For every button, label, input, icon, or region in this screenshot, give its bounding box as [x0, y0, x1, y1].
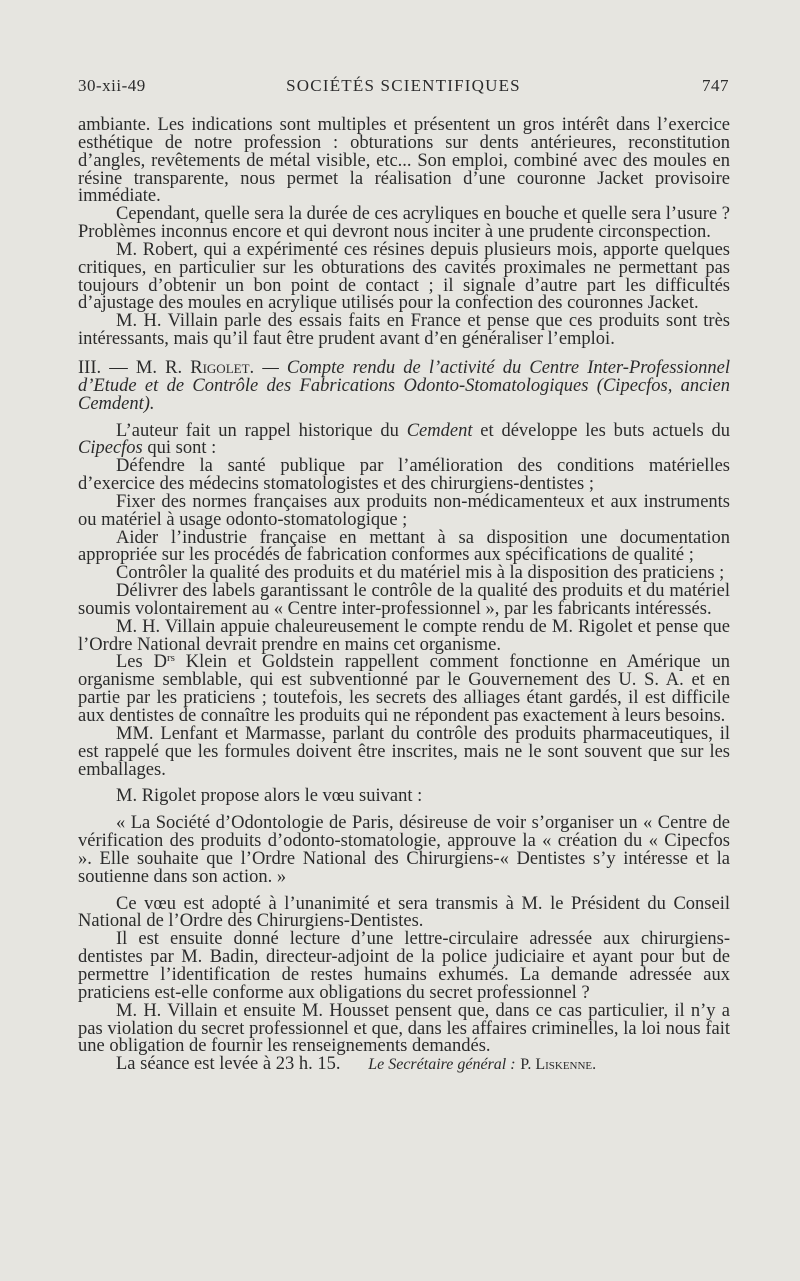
paragraph: M. H. Villain parle des essais faits en France et pense que ces produits sont très intéressants, mais qu’il faut être prudent avant d’en généraliser l’emploi.: [78, 311, 730, 350]
signature-name: P. Liskenne.: [520, 1056, 597, 1074]
text-run: L’auteur fait un rappel historique du: [116, 420, 407, 441]
paragraph: Fixer des normes françaises aux produits non-médicamenteux et aux instruments ou matériel à usage odonto-stomatologique ;: [78, 491, 730, 530]
header-date: 30-xii-49: [78, 76, 146, 95]
closing-line: [78, 1056, 730, 1074]
superscript: rs: [166, 652, 175, 665]
paragraph: Cependant, quelle sera la durée de ces acryliques en bouche et quelle sera l’usure ? Problèmes inconnus encore et qui devront nous inciter à une prudente circonspection.: [78, 204, 730, 243]
section-number: III. — M. R.: [78, 357, 183, 378]
paragraph: M. Rigolet propose alors le vœu suivant :: [116, 786, 423, 807]
paragraph: Délivrer des labels garantissant le contrôle de la qualité des produits et du matériel soumis volontairement au « Centre inter-professionnel », par les fabricants intéressés.: [78, 581, 730, 619]
quoted-resolution: [78, 815, 730, 886]
section-author: Rigolet.: [190, 357, 255, 378]
paragraph: ambiante. Les indications sont multiples et présentent un gros intérêt dans l’exercice esthétique de notre profession : obturations sur dents antérieures, reconstitution d’angles, revêtements de métal visible, etc... Son emploi, combiné avec des moules en résine transparente, nous permet la réalisation d’une couronne Jacket provisoire immédiate.: [78, 115, 730, 207]
text-run: qui sont :: [142, 438, 217, 459]
page-header: [78, 76, 729, 100]
quote-text: « La Société d’Odontologie de Paris, désireuse de voir s’organiser un « Centre de vérification des produits d’odonto-stomatologie, approuve la « création du « Cipecfos ». Elle souhaite que l’Ordre National des Chirurgiens-« Dentistes s’y intéresse et la soutienne dans son action. »: [78, 813, 730, 887]
signature-role: Le Secrétaire général :: [368, 1056, 516, 1074]
paragraph: Contrôler la qualité des produits et du matériel mis à la disposition des praticiens ;: [116, 563, 725, 584]
text-run: et développe les buts actuels du: [472, 420, 730, 441]
paragraph: MM. Lenfant et Marmasse, parlant du contrôle des produits pharmaceutiques, il est rappelé que les formules doivent être inscrites, mais ne le sont souvent que sur les emballages.: [78, 723, 730, 780]
text-run: Klein et Goldstein rappellent comment fonctionne en Amérique un organisme semblable, qui est subventionné par le Gouvernement des U. S. A. et en partie par les praticiens ; toutefois, les secrets des alliages étant gardés, il est difficile aux dentistes de connaître les produits qui ne répondent pas exactement à leurs besoins.: [78, 652, 730, 726]
section-title: — Compte rendu de l’activité du Centre Inter-Professionnel d’Etude et de Contrôle des Fabrications Odonto-Stomatologiques (Cipecfos, ancien Cemdent).: [78, 357, 731, 414]
paragraph: Aider l’industrie française en mettant à sa disposition une documentation appropriée sur les procédés de fabrication conformes aux spécifications de qualité ;: [78, 527, 730, 566]
section-heading: [78, 357, 731, 414]
paragraph: M. H. Villain et ensuite M. Housset pensent que, dans ce cas particulier, il n’y a pas violation du secret professionnel et que, dans les affaires criminelles, la loi nous fait une obligation de fournir les renseignements demandés.: [78, 1000, 730, 1057]
text-run-italic: Cemdent: [406, 420, 473, 441]
paragraph: [78, 420, 730, 459]
paragraph: Ce vœu est adopté à l’unanimité et sera transmis à M. le Président du Conseil National de l’Ordre des Chirurgiens-Dentistes.: [78, 893, 730, 932]
text-run-italic: Cipecfos: [78, 438, 143, 459]
paragraph: [78, 654, 730, 725]
paragraph: Il est ensuite donné lecture d’une lettre-circulaire adressée aux chirurgiens-dentistes par M. Badin, directeur-adjoint de la police judiciaire et ayant pour but de permettre l’identification de restes humains exhumés. La demande adressée aux praticiens est-elle conforme aux obligations du secret professionnel ?: [78, 929, 730, 1003]
paragraph: M. Robert, qui a expérimenté ces résines depuis plusieurs mois, apporte quelques critiques, en particulier sur les obturations des cavités proximales ne permettant pas toujours d’obtenir un bon point de contact ; il signale d’autre part les difficultés d’ajustage des moules en acrylique utilisés pour la confection des couronnes Jacket.: [78, 239, 730, 314]
header-title: SOCIÉTÉS SCIENTIFIQUES: [286, 76, 521, 95]
page-number: 747: [702, 76, 729, 95]
text-run: Les D: [116, 652, 167, 673]
closing-text: La séance est levée à 23 h. 15.: [116, 1054, 341, 1075]
article-body: [78, 117, 730, 1074]
paragraph: Défendre la santé publique par l’amélioration des conditions matérielles d’exercice des médecins stomatologistes et des chirurgiens-dentistes ;: [78, 456, 730, 495]
paragraph: M. H. Villain appuie chaleureusement le compte rendu de M. Rigolet et pense que l’Ordre National devrait prendre en mains cet organisme.: [78, 616, 730, 655]
